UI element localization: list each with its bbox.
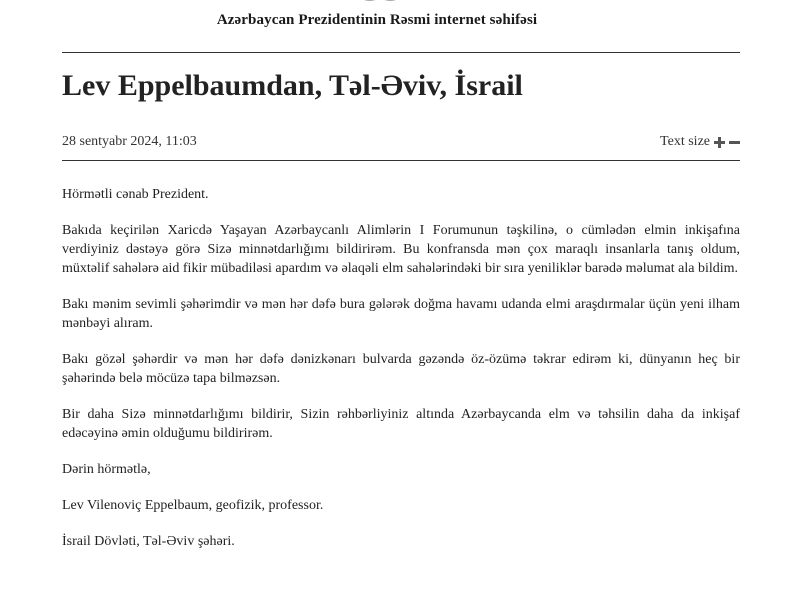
body-paragraph: Bir daha Sizə minnətdarlığımı bildirir, Sizin rəhbərliyiniz altında Azərbaycanda elm və təhsilin daha da inkişaf edəcəyinə əmin olduğumu bildirirəm.: [62, 407, 740, 441]
body-paragraph: Bakı gözəl şəhərdir və mən hər dəfə dənizkənarı bulvarda gəzəndə öz-özümə təkrar edirəm ki, dünyanın heç bir şəhərində belə möcüzə tapa bilməzsən.: [62, 352, 740, 386]
publish-date: 28 sentyabr 2024, 11:03: [62, 134, 197, 149]
minus-icon[interactable]: [728, 136, 740, 148]
article-body: [62, 185, 740, 568]
location-paragraph: İsrail Dövləti, Təl-Əviv şəhəri.: [62, 534, 235, 549]
text-size-control: [660, 134, 740, 150]
text-size-label: Text size: [660, 134, 710, 149]
emblem-icon: [355, 0, 405, 4]
page-title: Lev Eppelbaumdan, Təl-Əviv, İsrail: [62, 69, 523, 102]
greeting-paragraph: Hörmətli cənab Prezident.: [62, 187, 209, 202]
closing-paragraph: Dərin hörmətlə,: [62, 462, 151, 477]
body-paragraph: Bakıda keçirilən Xaricdə Yaşayan Azərbaycanlı Alimlərin I Forumunun təşkilinə, o cümlədən elmin inkişafına verdiyiniz dəstəyə görə Sizə minnətdarlığımı bildirirəm. Bu konfransda mən çox maraqlı insanlarla tanış oldum, müxtəlif sahələrə aid fikir mübadiləsi apardım və əlaqəli elm sahələrindəki bir sıra yeniliklər barədə məlumat ala bildim.: [62, 223, 740, 276]
signature-paragraph: Lev Vilenoviç Eppelbaum, geofizik, professor.: [62, 498, 324, 513]
header-divider: [62, 52, 740, 53]
site-header: [0, 0, 794, 40]
site-name[interactable]: Azərbaycan Prezidentinin Rəsmi internet səhifəsi: [216, 12, 538, 28]
plus-icon[interactable]: [713, 136, 725, 148]
meta-divider: [62, 160, 740, 161]
body-paragraph: Bakı mənim sevimli şəhərimdir və mən hər dəfə bura gələrək doğma havamı udanda elmi araşdırmalar üçün yeni ilham mənbəyi alıram.: [62, 297, 740, 331]
